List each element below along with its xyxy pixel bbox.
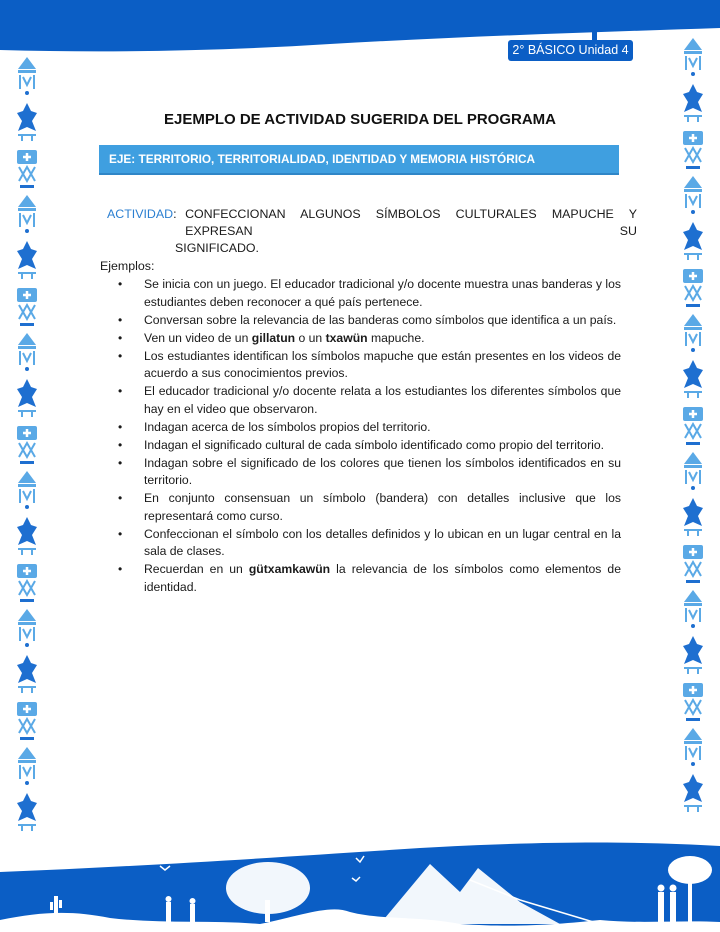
- list-item: [118, 437, 621, 455]
- list-item-text: Se inicia con un juego. El educador tradicional y/o docente muestra unas banderas y los estudiantes deben reconocer a qué país pertenece.: [144, 277, 621, 309]
- list-item: [118, 561, 621, 596]
- list-item-text: mapuche.: [367, 330, 425, 345]
- mapuche-textile-motif-icon: [14, 331, 40, 375]
- actividad-colon: :: [173, 207, 177, 221]
- list-item: [118, 383, 621, 418]
- bullet-icon: •: [118, 526, 123, 541]
- mapuzugun-term: gillatun: [251, 330, 296, 345]
- mapuche-textile-motif-icon: [14, 607, 40, 651]
- bullet-icon: •: [118, 419, 123, 434]
- list-item-text: Recuerdan en un: [144, 562, 249, 576]
- mapuche-textile-motif-icon: [14, 653, 40, 697]
- actividad-label: ACTIVIDAD: [107, 207, 174, 221]
- list-item-text: El educador tradicional y/o docente relata a los estudiantes los diferentes símbolos que hay en el video que observaron.: [144, 384, 621, 416]
- mapuche-textile-motif-icon: [680, 588, 706, 632]
- mapuche-textile-motif-icon: [14, 285, 40, 329]
- bullet-icon: •: [118, 455, 123, 470]
- mapuche-textile-motif-icon: [680, 220, 706, 264]
- list-item: [118, 526, 621, 561]
- mapuche-textile-motif-icon: [680, 450, 706, 494]
- mapuche-textile-motif-icon: [680, 404, 706, 448]
- mapuche-textile-motif-icon: [680, 542, 706, 586]
- bullet-icon: •: [118, 330, 123, 345]
- landscape-silhouette-icon: [0, 820, 720, 932]
- list-item: [118, 419, 621, 437]
- list-item-text: Indagan el significado cultural de cada símbolo identificado como propio del territorio.: [144, 437, 605, 452]
- mapuche-textile-motif-icon: [680, 772, 706, 816]
- bullet-icon: •: [118, 348, 123, 363]
- footer-landscape-band: [0, 820, 720, 932]
- list-item: [118, 490, 621, 525]
- mapuche-textile-motif-icon: [680, 496, 706, 540]
- list-item: [118, 348, 621, 383]
- list-item-text: En conjunto consensuan un símbolo (bandera) con detalles inclusive que los representará como curso.: [144, 491, 621, 523]
- list-item-text: Conversan sobre la relevancia de las banderas como símbolos que identifica a un país.: [144, 312, 617, 327]
- mapuche-textile-motif-icon: [14, 699, 40, 743]
- list-item: [118, 455, 621, 490]
- ejemplos-list: [118, 276, 621, 597]
- mapuche-textile-motif-icon: [680, 726, 706, 770]
- bullet-icon: •: [118, 312, 123, 327]
- eje-heading-bar: EJE: TERRITORIO, TERRITORIALIDAD, IDENTIDAD Y MEMORIA HISTÓRICA: [99, 145, 619, 175]
- list-item: [118, 276, 621, 311]
- mapuche-textile-motif-icon: [680, 266, 706, 310]
- mapuche-textile-motif-icon: [680, 680, 706, 724]
- mapuzugun-term: txawün: [325, 330, 368, 345]
- actividad-text-line2: SIGNIFICADO.: [175, 241, 259, 255]
- list-item-text: la relevancia de los símbolos como elementos de identidad.: [144, 562, 621, 594]
- bullet-icon: •: [118, 384, 123, 398]
- list-item-text: Ven un video de un: [144, 330, 252, 345]
- actividad-block: [107, 206, 637, 257]
- mapuche-textile-motif-icon: [680, 358, 706, 402]
- mapuche-textile-motif-icon: [14, 515, 40, 559]
- mapuche-textile-motif-icon: [14, 377, 40, 421]
- list-item: [118, 312, 621, 330]
- actividad-text-line1: CONFECCIONAN ALGUNOS SÍMBOLOS CULTURALES MAPUCHE Y EXPRESAN SU: [185, 207, 637, 238]
- page-title: EJEMPLO DE ACTIVIDAD SUGERIDA DEL PROGRAMA: [164, 111, 556, 128]
- mapuche-textile-motif-icon: [14, 469, 40, 513]
- list-item: [118, 330, 621, 348]
- bullet-icon: •: [118, 491, 123, 505]
- mapuche-textile-motif-icon: [14, 239, 40, 283]
- mapuche-textile-motif-icon: [14, 55, 40, 99]
- mapuche-textile-motif-icon: [680, 36, 706, 80]
- mapuche-textile-motif-icon: [14, 745, 40, 789]
- list-item-text: Confeccionan el símbolo con los detalles definidos y lo ubican en un lugar central en la sala de clases.: [144, 526, 621, 558]
- mapuche-textile-motif-icon: [680, 128, 706, 172]
- ejemplos-label: Ejemplos:: [100, 259, 155, 273]
- list-item-text: Indagan sobre el significado de los colores que tienen los símbolos identificados en su territorio.: [144, 455, 621, 487]
- unit-badge: 2° BÁSICO Unidad 4: [508, 40, 633, 61]
- mapuche-textile-motif-icon: [680, 634, 706, 678]
- bullet-icon: •: [118, 277, 123, 291]
- list-item-text: Indagan acerca de los símbolos propios del territorio.: [144, 419, 431, 434]
- bullet-icon: •: [118, 437, 123, 452]
- right-decorative-border: [680, 36, 706, 826]
- mapuche-textile-motif-icon: [680, 312, 706, 356]
- mapuche-textile-motif-icon: [14, 423, 40, 467]
- mapuche-textile-motif-icon: [14, 147, 40, 191]
- mapuzugun-term: gütxamkawün: [248, 562, 331, 576]
- list-item-text: Los estudiantes identifican los símbolos mapuche que están presentes en los videos de acuerdo a sus conocimientos previos.: [144, 348, 621, 380]
- mapuche-textile-motif-icon: [680, 174, 706, 218]
- mapuche-textile-motif-icon: [14, 193, 40, 237]
- left-decorative-border: [14, 55, 40, 845]
- list-item-text: o un: [295, 330, 326, 345]
- mapuche-textile-motif-icon: [14, 561, 40, 605]
- bullet-icon: •: [118, 562, 123, 576]
